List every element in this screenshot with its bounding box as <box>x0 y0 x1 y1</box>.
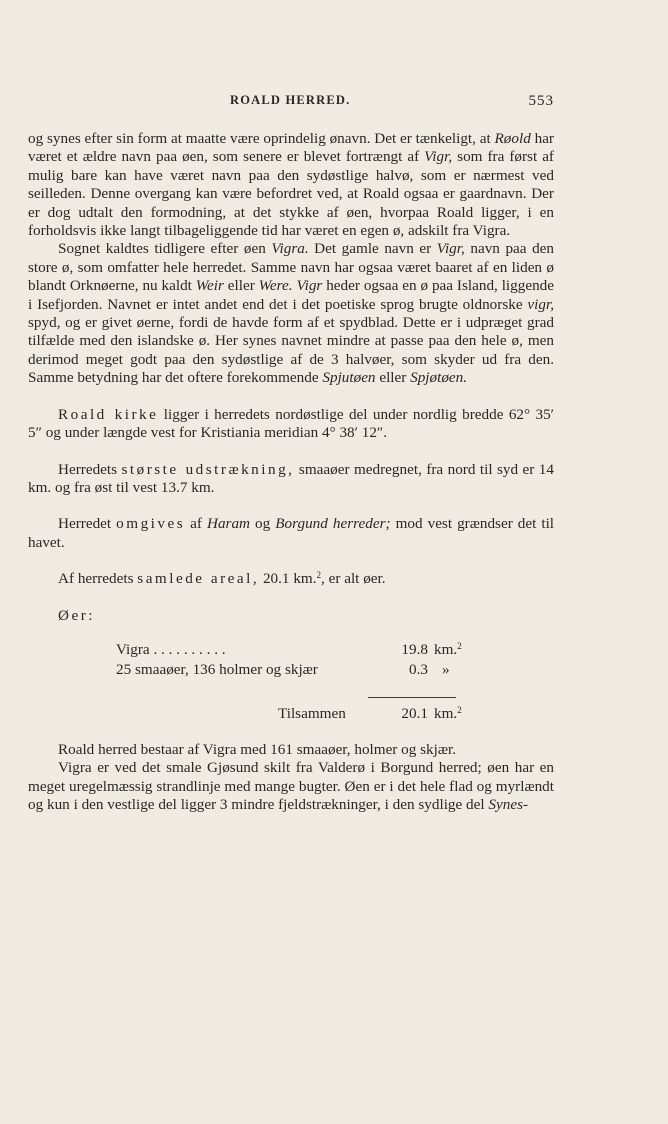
paragraph-extent: Herredets største udstrækning, smaaøer medregnet, fra nord til syd er 14 km. og fra øst til vest 13.7 km. <box>28 460 554 496</box>
body-text <box>28 130 554 815</box>
page-number: 553 <box>528 93 554 109</box>
paragraph-1: og synes efter sin form at maatte være oprindelig ønavn. Det er tænkeligt, at Røold har været et ældre navn paa øen, som senere er blevet fortrængt af Vigr, som fra først af mulig bare kan have været navn paa den sydøstlige halvø, som er nærmest ved seilleden. Denne overgang kan være befordret ved, at Roald ogsaa er gaardnavn. Der er dog udtalt den formodning, at det stykke af øen, hvorpaa Roald ligger, i en forholdsvis ikke langt tilbageliggende tid har været en egen ø, adskilt fra Vigra. <box>28 130 554 240</box>
area-table <box>28 641 554 741</box>
paragraph-church: Roald kirke ligger i herredets nordøstlige del under nordlig bredde 62° 35′ 5″ og under længde vest for Kristiania meridian 4° 38′ 12″. <box>28 405 555 442</box>
paragraph-islands: Øer: <box>58 606 95 624</box>
page-header <box>28 93 554 113</box>
paragraph-2: Sognet kaldtes tidligere efter øen Vigra. Det gamle navn er Vigr, navn paa den store ø, som omfatter hele herredet. Samme navn har ogsaa været baaret af en liden ø blandt Orknøerne, nu kaldt Weir eller Were. Vigr heder ogsaa en ø paa Island, liggende i Isefjorden. Navnet er intet andet end det i det poetiske sprog brugte oldnorske vigr, spyd, og er givet øerne, fordi de havde form af et spydblad. Dette er i udpræget grad tilfælde med den islandske ø. Her synes navnet mindre at passe paa den hele ø, men derimod meget godt paa den sydøstlige af de 3 halvøer, som skyder ud fra den. Samme betydning har det oftere forekommende Spjutøen eller Spjøtøen. <box>28 240 555 387</box>
sum-rule <box>368 697 456 698</box>
paragraph-borders: Herredet omgives af Haram og Borgund herreder; mod vest grændser det til havet. <box>28 515 555 551</box>
running-title: ROALD HERRED. <box>230 93 351 107</box>
table-row: 25 smaaøer, 136 holmer og skjær 0.3 » <box>116 660 450 678</box>
table-total-row: Tilsammen 20.1 km.$^2$ <box>278 704 462 722</box>
paragraph-composition: Roald herred bestaar af Vigra med 161 smaaøer, holmer og skjær. <box>58 740 457 758</box>
paragraph-vigra: Vigra er ved det smale Gjøsund skilt fra Valderø i Borgund herred; øen har en meget uregelmæssig strandlinje med mange bugter. Øen er i det hele flad og myrlændt og kun i den vestlige del ligger 3 mindre fjeldstrækninger, i den sydlige del Synes- <box>28 759 554 814</box>
table-row: Vigra . . . . . . . . . . 19.8 km.$^2$ <box>116 640 462 658</box>
paragraph-area: Af herredets samlede areal, 20.1 km.$^2$, er alt øer. <box>58 570 386 588</box>
